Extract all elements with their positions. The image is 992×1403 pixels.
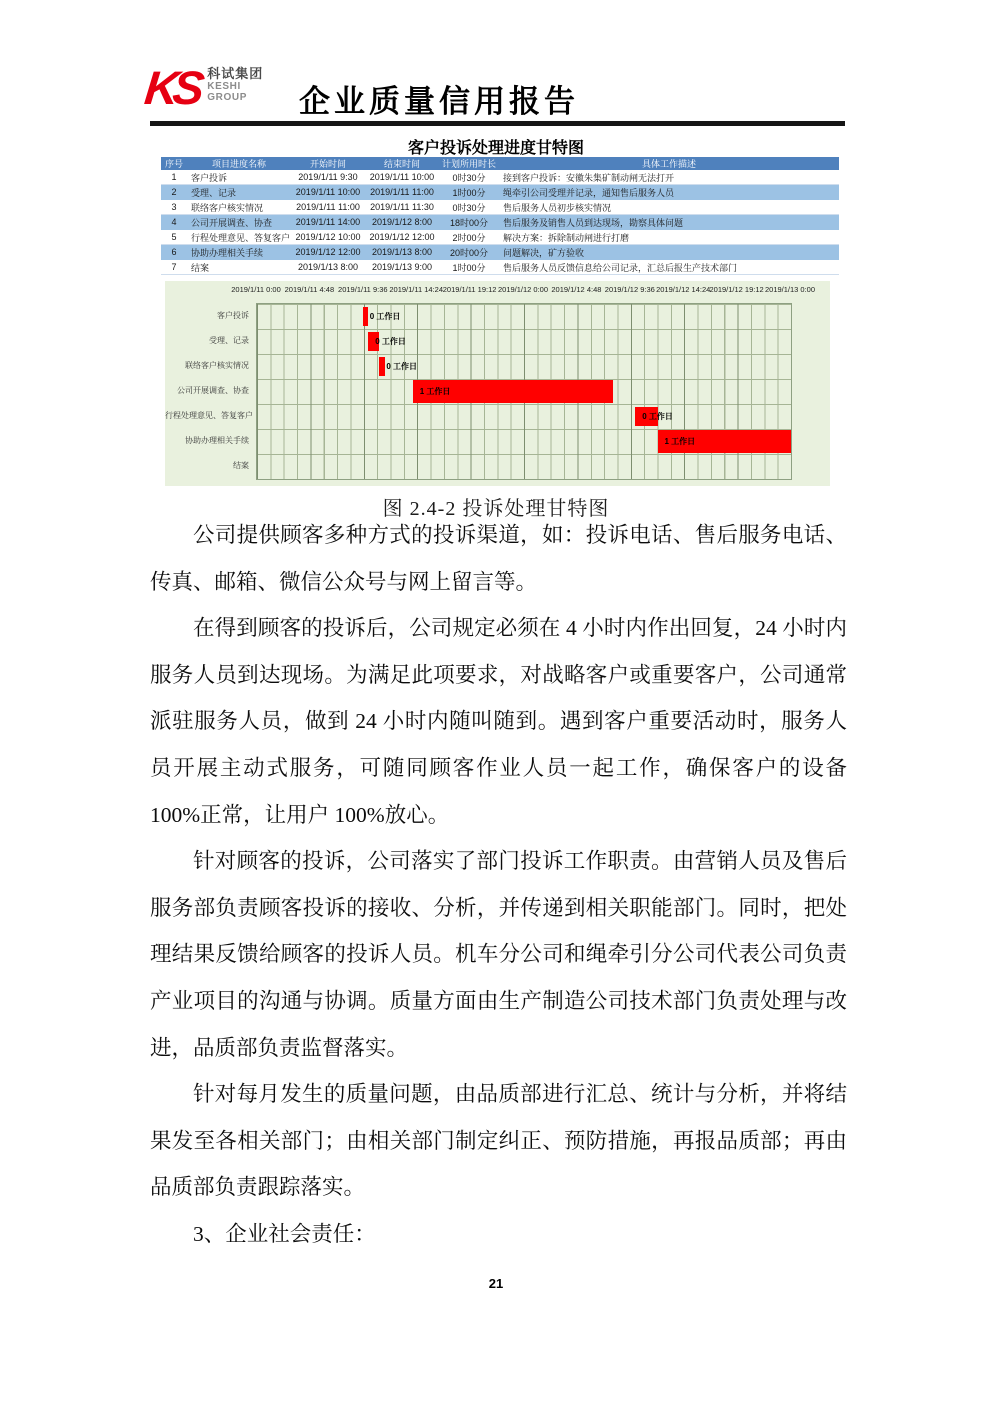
- body-paragraph: 针对每月发生的质量问题，由品质部进行汇总、统计与分析，并将结果发至各相关部门；由相关部门制定纠正、预防措施，再报品质部；再由品质部负责跟踪落实。: [150, 1082, 847, 1200]
- gantt-bar-label: 1 工作日: [419, 387, 451, 396]
- gantt-row-label: 联络客户核实情况: [185, 361, 249, 370]
- complaint-table: [161, 157, 839, 275]
- gantt-axis-tick: 2019/1/11 9:36: [338, 285, 388, 294]
- table-cell: 2时00分: [439, 230, 499, 245]
- complaint-table-head: [161, 157, 839, 170]
- table-cell: 售后服务及销售人员到达现场，勘察具体问题: [499, 215, 839, 230]
- gantt-axis: [165, 285, 830, 298]
- gantt-bar-label: 0 工作日: [369, 312, 401, 321]
- table-cell: 0时30分: [439, 170, 499, 185]
- gantt-bar-label: 0 工作日: [642, 412, 673, 421]
- table-cell: 2019/1/13 9:00: [365, 260, 439, 275]
- table-row: [161, 200, 839, 215]
- table-cell: 2019/1/12 8:00: [365, 215, 439, 230]
- gantt-axis-tick: 2019/1/11 19:12: [442, 285, 497, 294]
- gantt-axis-tick: 2019/1/13 0:00: [764, 285, 816, 294]
- table-row: [161, 260, 839, 275]
- document-title: 企业质量信用报告: [299, 84, 579, 119]
- gantt-axis-tick: 2019/1/11 4:48: [284, 285, 335, 294]
- gantt-row-label: 行程处理意见、答复客户: [165, 411, 253, 420]
- table-cell: 解决方案：拆除制动闸进行打磨: [499, 230, 839, 245]
- header-divider: [150, 121, 845, 126]
- body-paragraph: 公司提供顾客多种方式的投诉渠道，如：投诉电话、售后服务电话、传真、邮箱、微信公众号与网上留言等。: [150, 523, 847, 594]
- company-logo: [142, 61, 264, 114]
- gantt-bar: [379, 357, 385, 376]
- table-cell: 绳牵引公司受理并记录，通知售后服务人员: [499, 185, 839, 200]
- gantt-axis-tick: 2019/1/12 0:00: [497, 285, 549, 294]
- body-paragraph: 在得到顾客的投诉后，公司规定必须在 4 小时内作出回复，24 小时内服务人员到达现场。为满足此项要求，对战略客户或重要客户，公司通常派驻服务人员，做到 24 小时内随叫随到。遇到客户重要活动时，服务人员开展主动式服务，可随同顾客作业人员一起工作，确保客户的设备 100%正常，让用户 100%放心。: [150, 616, 847, 827]
- gantt-bar-label: 0 工作日: [375, 337, 406, 346]
- gantt-bar: [363, 307, 369, 326]
- table-header-cell: 计划所用时长: [439, 157, 499, 170]
- table-cell: 客户投诉: [187, 170, 291, 185]
- complaint-table-body: [161, 170, 839, 275]
- table-cell: 18时00分: [439, 215, 499, 230]
- table-cell: 2019/1/12 10:00: [291, 230, 365, 245]
- figure-caption: 图 2.4-2 投诉处理甘特图: [382, 498, 610, 520]
- table-cell: 2: [161, 185, 187, 200]
- table-cell: 接到客户投诉：安徽朱集矿制动闸无法打开: [499, 170, 839, 185]
- table-cell: 2019/1/11 11:00: [365, 185, 439, 200]
- logo-cn-label: 科试集团: [207, 66, 264, 81]
- table-cell: 2019/1/11 14:00: [291, 215, 365, 230]
- table-cell: 6: [161, 245, 187, 260]
- table-header-cell: 结束时间: [365, 157, 439, 170]
- table-row: [161, 230, 839, 245]
- gantt-row-label: 结案: [233, 461, 249, 470]
- table-cell: 协助办理相关手续: [187, 245, 291, 260]
- logo-en-label-1: KESHI: [207, 81, 241, 92]
- body-paragraph: 3、企业社会责任：: [193, 1221, 376, 1246]
- table-cell: 4: [161, 215, 187, 230]
- table-cell: 2019/1/11 9:30: [291, 170, 365, 185]
- gantt-row-label: 公司开展调查、协查: [177, 386, 249, 395]
- table-header-row: [161, 157, 839, 170]
- table-cell: 联络客户核实情况: [187, 200, 291, 215]
- table-row: [161, 215, 839, 230]
- table-header-cell: 项目进度名称: [187, 157, 291, 170]
- figure-title: 客户投诉处理进度甘特图: [407, 140, 584, 157]
- gantt-axis-tick: 2019/1/11 14:24: [389, 285, 444, 294]
- page-number: 21: [488, 1276, 504, 1291]
- table-cell: 1时00分: [439, 260, 499, 275]
- gantt-bar-label: 1 工作日: [664, 437, 696, 446]
- table-cell: 7: [161, 260, 187, 275]
- table-row: [161, 170, 839, 185]
- table-cell: 20时00分: [439, 245, 499, 260]
- table-cell: 行程处理意见、答复客户: [187, 230, 291, 245]
- table-cell: 5: [161, 230, 187, 245]
- gantt-axis-tick: 2019/1/12 19:12: [709, 285, 764, 294]
- table-cell: 问题解决，矿方验收: [499, 245, 839, 260]
- gantt-plot-area: [256, 303, 792, 480]
- gantt-row-label: 协助办理相关手续: [185, 436, 249, 445]
- gantt-axis-tick: 2019/1/12 9:36: [604, 285, 655, 294]
- table-cell: 售后服务人员反馈信息给公司记录，汇总后报生产技术部门: [499, 260, 839, 275]
- table-header-cell: 序号: [161, 157, 187, 170]
- body-paragraph: 针对顾客的投诉，公司落实了部门投诉工作职责。由营销人员及售后服务部负责顾客投诉的接收、分析，并传递到相关职能部门。同时，把处理结果反馈给顾客的投诉人员。机车分公司和绳牵引分公司代表公司负责产业项目的沟通与协调。质量方面由生产制造公司技术部门负责处理与改进，品质部负责监督落实。: [150, 849, 847, 1060]
- table-cell: 公司开展调查、协查: [187, 215, 291, 230]
- table-row: [161, 185, 839, 200]
- gantt-axis-tick: 2019/1/12 4:48: [551, 285, 602, 294]
- table-cell: 2019/1/13 8:00: [365, 245, 439, 260]
- table-cell: 2019/1/11 11:30: [365, 200, 439, 215]
- gantt-axis-tick: 2019/1/11 0:00: [231, 285, 281, 294]
- table-cell: 售后服务人员初步核实情况: [499, 200, 839, 215]
- table-cell: 1: [161, 170, 187, 185]
- ks-logo-icon: KS: [142, 61, 202, 114]
- table-cell: 2019/1/12 12:00: [291, 245, 365, 260]
- table-header-cell: 开始时间: [291, 157, 365, 170]
- table-header-cell: 具体工作描述: [499, 157, 839, 170]
- table-cell: 2019/1/11 11:00: [291, 200, 365, 215]
- table-cell: 2019/1/13 8:00: [291, 260, 365, 275]
- table-cell: 1时00分: [439, 185, 499, 200]
- gantt-row-label: 受理、记录: [209, 336, 249, 345]
- table-cell: 2019/1/11 10:00: [365, 170, 439, 185]
- gantt-row-label: 客户投诉: [217, 311, 249, 320]
- table-cell: 2019/1/11 10:00: [291, 185, 365, 200]
- logo-text-block: [207, 64, 263, 103]
- body-text: [150, 512, 847, 1258]
- gantt-row-labels: [165, 303, 251, 478]
- table-cell: 0时30分: [439, 200, 499, 215]
- table-cell: 2019/1/12 12:00: [365, 230, 439, 245]
- table-cell: 结案: [187, 260, 291, 275]
- gantt-bar-label: 0 工作日: [386, 362, 418, 371]
- table-cell: 3: [161, 200, 187, 215]
- gantt-chart: [165, 281, 830, 486]
- table-cell: 受理、记录: [187, 185, 291, 200]
- gantt-axis-tick: 2019/1/12 14:24: [656, 285, 711, 294]
- table-row: [161, 245, 839, 260]
- logo-en-label-2: GROUP: [207, 92, 247, 103]
